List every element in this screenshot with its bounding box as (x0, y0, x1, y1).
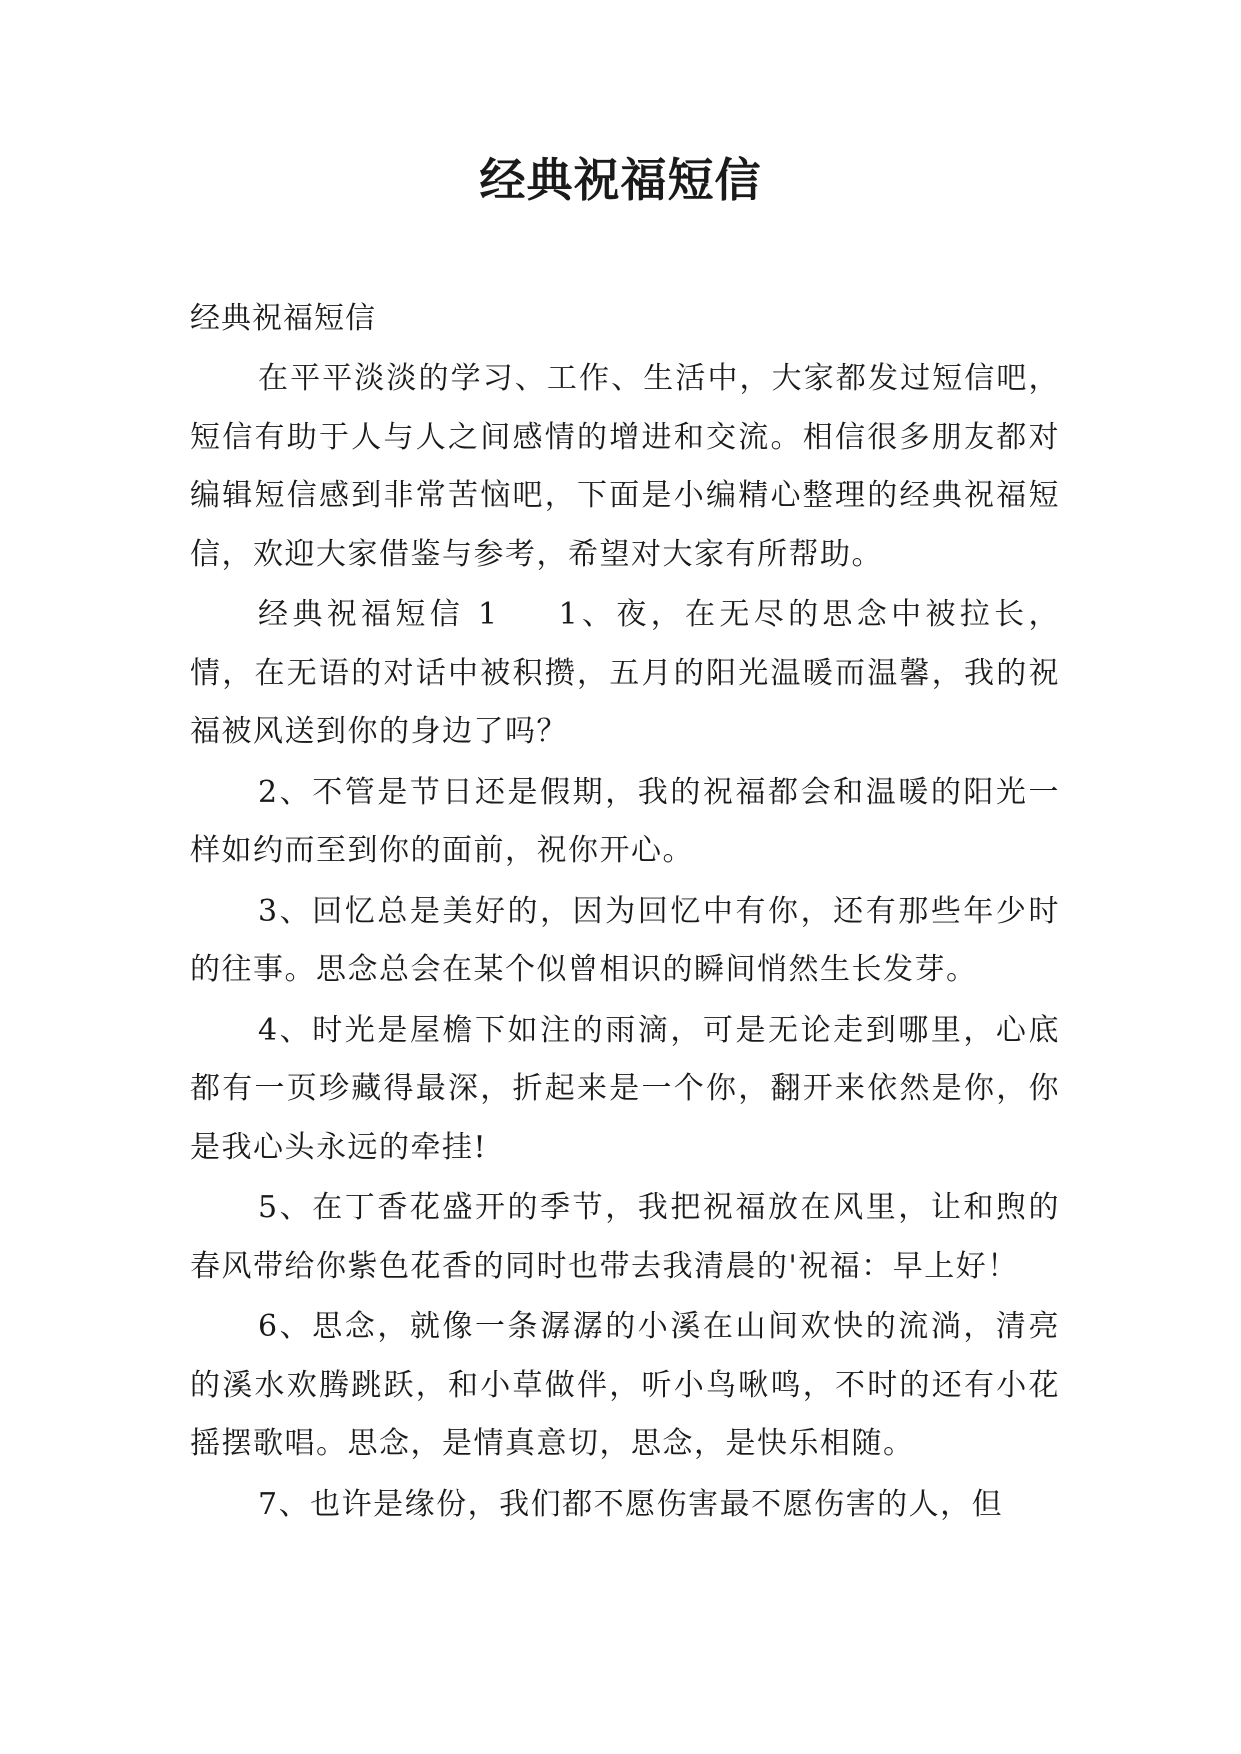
document-body (190, 290, 1060, 1536)
intro-paragraph: 在平平淡淡的学习、工作、生活中，大家都发过短信吧，短信有助于人与人之间感情的增进和交流。相信很多朋友都对编辑短信感到非常苦恼吧，下面是小编精心整理的经典祝福短信，欢迎大家借鉴与参考，希望对大家有所帮助。 (190, 361, 1060, 572)
list-item: 3、回忆总是美好的，因为回忆中有你，还有那些年少时的往事。思念总会在某个似曾相识的瞬间悄然生长发芽。 (190, 893, 1060, 987)
list-item: 4、时光是屋檐下如注的雨滴，可是无论走到哪里，心底都有一页珍藏得最深，折起来是一个你，翻开来依然是你，你是我心头永远的牵挂! (190, 1012, 1060, 1165)
list-item: 1、夜，在无尽的思念中被拉长，情，在无语的对话中被积攒，五月的阳光温暖而温馨，我的祝福被风送到你的身边了吗？ (190, 597, 1061, 749)
first-item-paragraph (190, 586, 1060, 762)
list-item: 2、不管是节日还是假期，我的祝福都会和温暖的阳光一样如约而至到你的面前，祝你开心。 (190, 774, 1060, 868)
list-item: 6、思念，就像一条潺潺的小溪在山间欢快的流淌，清亮的溪水欢腾跳跃，和小草做伴，听小鸟啾鸣，不时的还有小花摇摆歌唱。思念，是情真意切，思念，是快乐相随。 (190, 1309, 1060, 1461)
list-item: 5、在丁香花盛开的季节，我把祝福放在风里，让和煦的春风带给你紫色花香的同时也带去我清晨的'祝福：早上好！ (190, 1190, 1060, 1284)
section-heading: 经典祝福短信 1 (258, 597, 499, 632)
document-subtitle: 经典祝福短信 (190, 301, 376, 336)
list-item: 7、也许是缘份，我们都不愿伤害最不愿伤害的人，但 (258, 1486, 1004, 1522)
document-title: 经典祝福短信 (479, 153, 762, 207)
